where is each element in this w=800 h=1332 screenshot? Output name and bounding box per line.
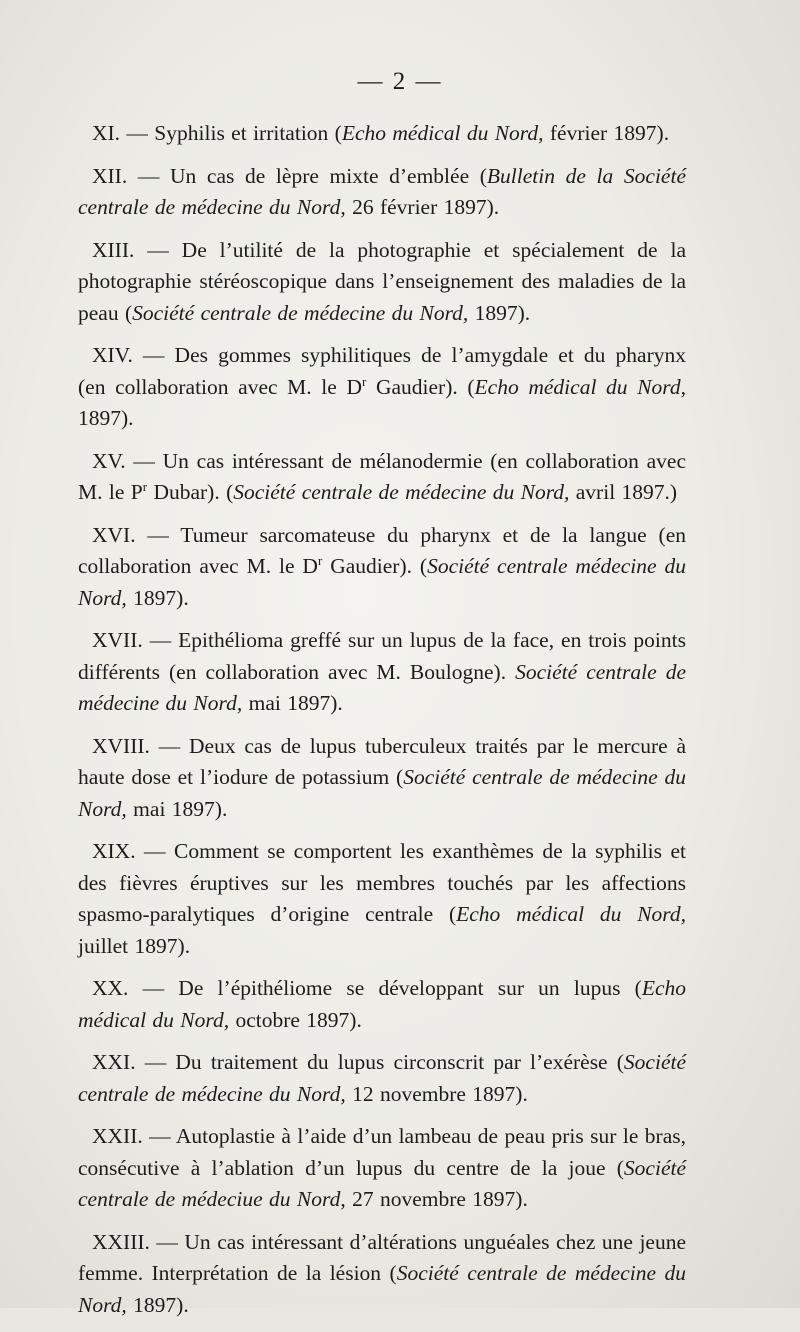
entry-date: 27 novembre 1897). (345, 1187, 528, 1211)
entry-date: avril 1897.) (569, 480, 678, 504)
entry-journal: Société centrale de médecine du Nord, (78, 1050, 686, 1106)
entry-date: mai 1897). (126, 796, 228, 821)
entry-text: XVII. — Epithélioma greffé sur un lupus de la face, en trois points différents (en collaboration avec M. Boulogne). (78, 628, 686, 684)
entry-text: XVI. — Tumeur sarcomateuse du pharynx et de la langue (en collaboration avec M. le D (78, 522, 686, 578)
entry-text: XIX. — Comment se comportent les exanthèmes de la syphilis et des fièvres éruptives sur les membres touchés par les affections spasmo-paralytiques d’origine centrale ( (78, 839, 686, 926)
entry-journal: Société centrale médecine du Nord, (78, 554, 686, 610)
entry-journal: Société centrale de médecine du Nord, (78, 1261, 686, 1317)
entry-text: XVIII. — Deux cas de lupus tuberculeux traités par le mercure à haute dose et l’iodure de potassium ( (78, 733, 686, 789)
entry-journal: Bulletin de la Société centrale de médecine du Nord, (78, 163, 686, 219)
entry-date: 1897). (78, 406, 134, 430)
entry-date: 12 novembre 1897). (345, 1081, 528, 1106)
entry-journal: Echo médical du Nord, (474, 374, 686, 399)
entry-text: XIV. — Des gommes syphilitiques de l’amygdale et du pharynx (en collaboration avec M. le D (78, 343, 686, 399)
entry-journal: Echo médical du Nord, (341, 121, 544, 145)
entry-date: 1897). (126, 1292, 189, 1317)
entry-text: XII. — Un cas de lèpre mixte d’emblée ( (92, 163, 487, 188)
entry-text-continued: Dubar). ( (147, 480, 234, 504)
entry-journal: Echo médical du Nord, (78, 976, 686, 1032)
entry-journal: Echo médical du Nord, (456, 902, 686, 926)
entry-journal: Société centrale de médecine du Nord, (78, 765, 686, 821)
entry-text: XIII. — De l’utilité de la photographie et spécialement de la photographie stéréoscopique dans l’enseignement des maladies de la peau ( (78, 237, 686, 325)
entry-text: XXII. — Autoplastie à l’aide d’un lambeau de peau pris sur le bras, consécutive à l’ablation d’un lupus du centre de la joue ( (78, 1124, 686, 1180)
entry-journal: Société centrale de médecine du Nord, (132, 300, 469, 325)
entry-text-continued: Gaudier). ( (366, 374, 475, 399)
publication-entry (78, 235, 686, 330)
entry-superscript: r (142, 479, 148, 494)
entry-date: février 1897). (543, 121, 670, 145)
entry-text: XX. — De l’épithéliome se développant sur un lupus ( (92, 976, 642, 1000)
publication-entry (78, 836, 686, 962)
entry-journal: Société centrale de médecine du Nord, (78, 659, 686, 715)
publication-entry (78, 625, 686, 720)
publication-entry (78, 340, 686, 435)
entry-date: mai 1897). (242, 691, 343, 715)
publication-entry (78, 973, 686, 1036)
publication-entry (78, 1227, 686, 1322)
entry-journal: Société centrale de médeciue du Nord, (78, 1155, 686, 1211)
entry-superscript: r (317, 553, 323, 568)
publication-entry (78, 1047, 686, 1110)
publication-list (78, 118, 686, 1332)
publication-entry (78, 446, 686, 509)
entry-text: XV. — Un cas intéressant de mélanodermie (en collaboration avec M. le P (78, 448, 686, 504)
page-number: — 2 — (357, 68, 443, 95)
entry-text: XI. — Syphilis et irritation ( (92, 121, 342, 145)
publication-entry (78, 520, 686, 615)
entry-date: 26 février 1897). (345, 195, 500, 219)
entry-date: juillet 1897). (78, 933, 191, 958)
publication-entry (78, 1121, 686, 1216)
entry-text: XXIII. — Un cas intéressant d’altérations unguéales chez une jeune femme. Interprétation de la lésion ( (78, 1229, 686, 1285)
entry-date: octobre 1897). (229, 1007, 362, 1032)
entry-date: 1897). (126, 585, 189, 610)
entry-text: XXI. — Du traitement du lupus circonscrit par l’exérèse ( (92, 1050, 624, 1074)
entry-text-continued: Gaudier). ( (322, 554, 428, 578)
publication-entry (78, 161, 686, 224)
entry-journal: Société centrale de médecine du Nord, (233, 480, 570, 504)
entry-superscript: r (361, 373, 367, 389)
publication-entry (78, 118, 686, 150)
publication-entry (78, 731, 686, 826)
entry-date: 1897). (468, 300, 531, 325)
